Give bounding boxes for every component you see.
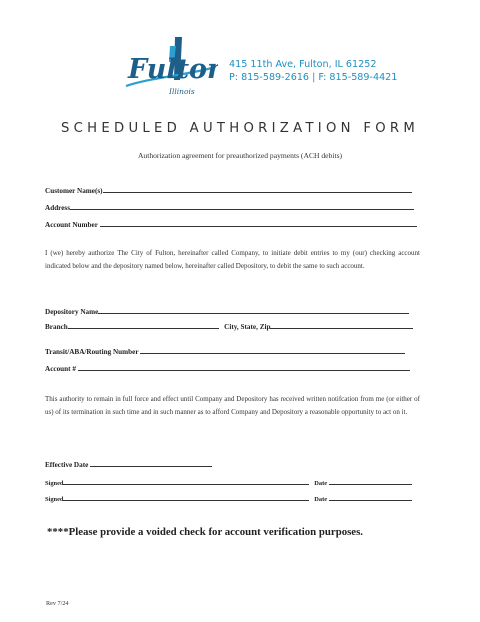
header-phone: P: 815-589-2616 | F: 815-589-4421 <box>229 71 398 83</box>
account-number-label: Account Number <box>45 221 98 229</box>
depository-name-field[interactable] <box>98 307 409 314</box>
routing-number-row <box>45 347 405 356</box>
signature-date-field-2[interactable] <box>329 494 412 501</box>
signed-label-1: Signed <box>45 480 64 487</box>
duration-paragraph: This authority to remain in full force and effect until Company and Depository has received written notifcation from me (or either of us) of its termination in such time and in such manner as to afford Company and Depository a reasonable opportunity to act on it. <box>45 395 420 416</box>
effective-date-label: Effective Date <box>45 461 89 469</box>
customer-name-field[interactable] <box>103 186 412 193</box>
branch-row <box>45 322 413 331</box>
header-contact <box>229 59 397 84</box>
city-state-zip-label: City, State, Zip <box>224 323 271 331</box>
effective-date-field[interactable] <box>90 460 212 467</box>
fulton-logo <box>120 34 218 102</box>
form-title: SCHEDULED AUTHORIZATION FORM <box>60 121 420 136</box>
address-field[interactable] <box>70 203 414 210</box>
effective-date-row <box>45 460 212 469</box>
signature-row-2 <box>45 494 412 503</box>
signature-row-1 <box>45 478 412 487</box>
voided-check-note: ****Please provide a voided check for account verification purposes. <box>47 526 363 538</box>
signature-field-1[interactable] <box>63 478 309 485</box>
logo-wordmark: Fulton <box>128 54 218 85</box>
revision-label: Rev 7/24 <box>46 600 69 607</box>
customer-name-label: Customer Name(s) <box>45 187 103 195</box>
routing-number-label: Transit/ABA/Routing Number <box>45 348 139 356</box>
signature-date-field-1[interactable] <box>329 478 412 485</box>
routing-number-field[interactable] <box>140 347 405 354</box>
branch-label: Branch <box>45 323 68 331</box>
depository-name-row <box>45 307 409 316</box>
account-number-field[interactable] <box>100 220 417 227</box>
signature-field-2[interactable] <box>63 494 309 501</box>
logo-state: Illinois <box>169 87 195 96</box>
signed-label-2: Signed <box>45 496 64 503</box>
date-label-2: Date <box>314 496 328 503</box>
address-row <box>45 203 414 212</box>
fulton-logo-graphic <box>120 34 218 102</box>
customer-name-row <box>45 186 412 195</box>
address-label: Address <box>45 204 71 212</box>
branch-field[interactable] <box>68 322 219 329</box>
account-hash-field[interactable] <box>78 364 410 371</box>
city-state-zip-field[interactable] <box>270 322 413 329</box>
account-hash-row <box>45 364 410 373</box>
date-label-1: Date <box>314 480 328 487</box>
account-hash-label: Account # <box>45 365 76 373</box>
authorization-paragraph: I (we) hereby authorize The City of Fulton, hereinafter called Company, to initiate debit entries to my (our) checking account indicated below and the depository named below, hereinafter called Depository, to debit the same to such account. <box>45 249 420 270</box>
depository-name-label: Depository Name <box>45 308 99 316</box>
header-address: 415 11th Ave, Fulton, IL 61252 <box>229 59 377 70</box>
form-subtitle: Authorization agreement for preauthorized payments (ACH debits) <box>137 151 343 160</box>
account-number-row <box>45 220 417 229</box>
